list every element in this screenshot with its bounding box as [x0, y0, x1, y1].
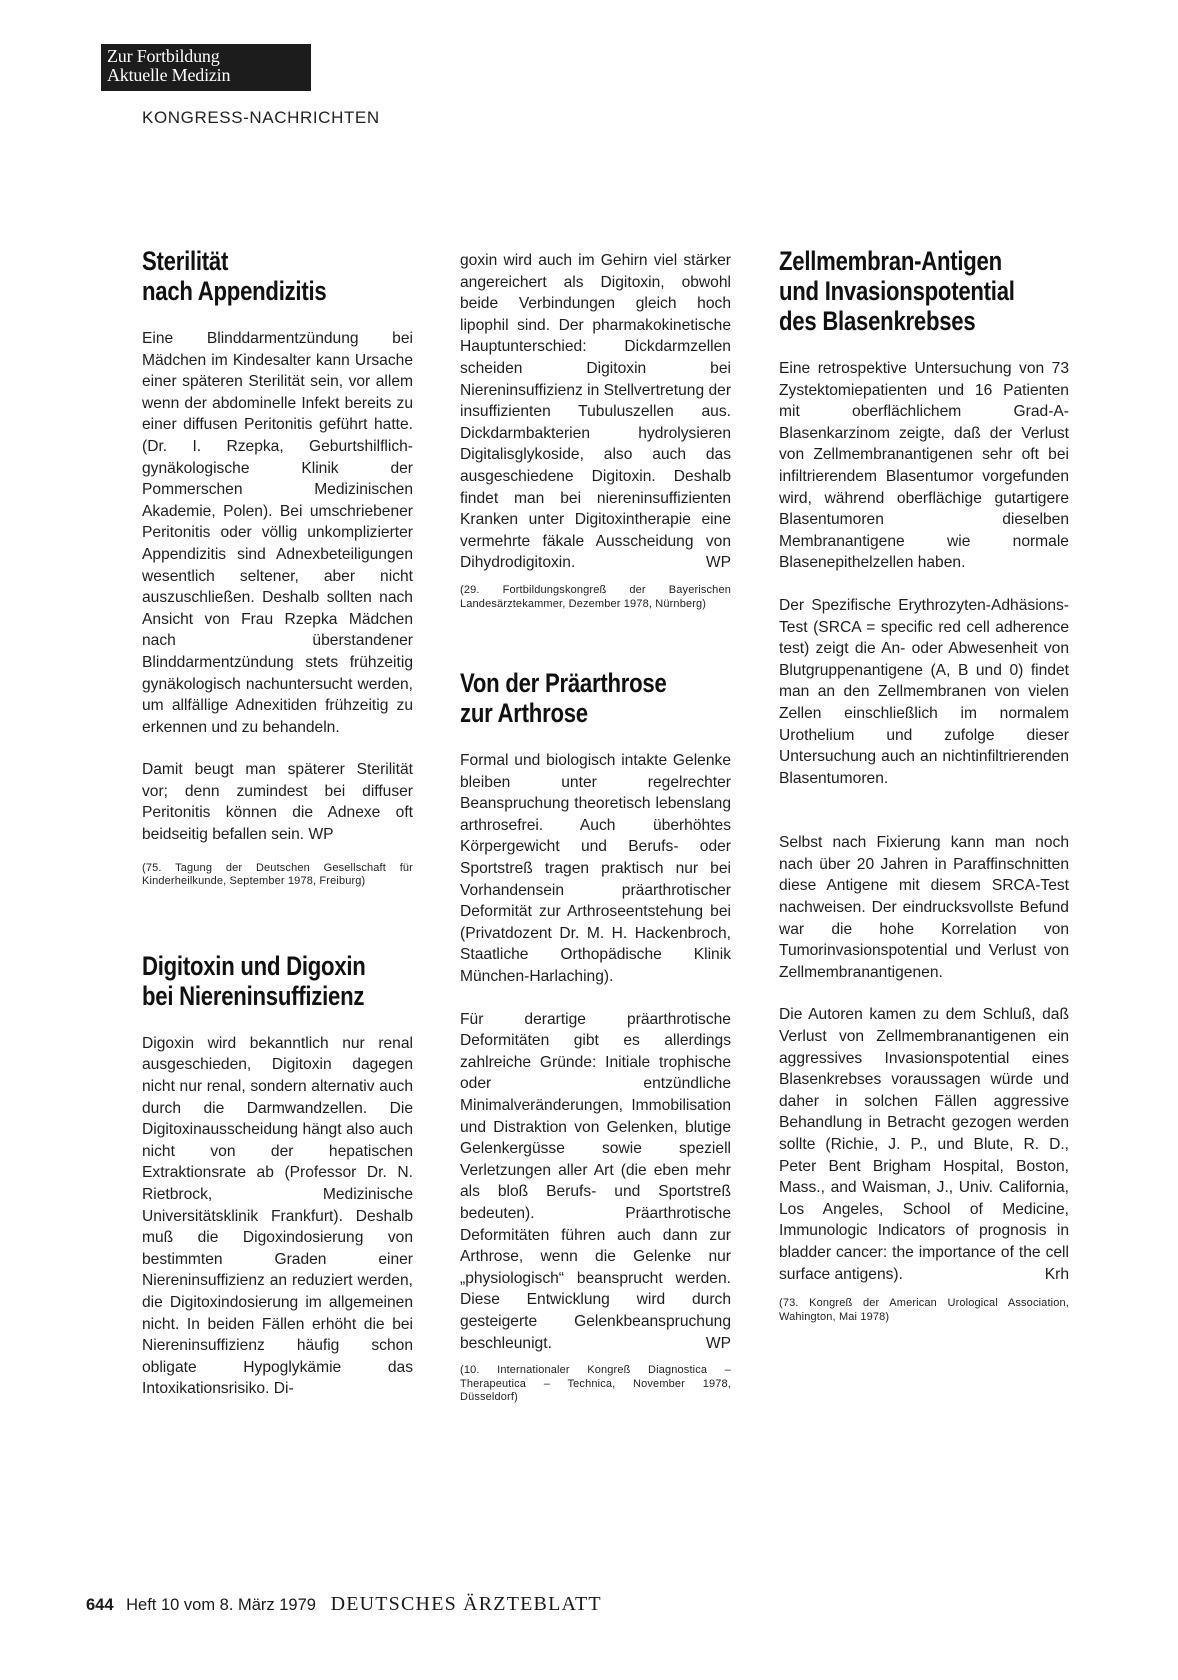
article-paragraph: Für derartige präarthrotische Deformitäten gibt es allerdings zahlreiche Gründe: Initiale trophische oder entzündliche Minimalveränderungen, Immobilisation und Distraktion von Gelenken, blutige Gelenkergüsse sowie speziell Verletzungen aller Art (die eben mehr als bloß Berufs- und Sportstreß bedeuten). Präarthrotische Deformitäten führen auch dann zur Arthrose, wenn die Gelenke nur „physiologisch“ beansprucht werden. Diese Entwicklung wird durch gesteigerte Gelenkbeanspruchung beschleunigt. WP — [460, 1009, 731, 1355]
source-note: (73. Kongreß der American Urological Association, Wahington, Mai 1978) — [779, 1297, 1069, 1323]
source-note: (29. Fortbildungskongreß der Bayerischen Landesärztekammer, Dezember 1978, Nürnberg) — [460, 583, 731, 610]
issue-info: Heft 10 vom 8. März 1979 — [126, 1596, 316, 1614]
journal-name: DEUTSCHES ÄRZTEBLATT — [330, 1593, 602, 1615]
column-3 — [779, 246, 1069, 1324]
article-paragraph: Damit beugt man späterer Sterilität vor; denn zumindest bei diffuser Peritonitis können die Adnexe oft beidseitig befallen sein. WP — [142, 761, 413, 844]
page-footer — [86, 1593, 602, 1616]
article-paragraph: Die Autoren kamen zu dem Schluß, daß Verlust von Zellmembranantigenen ein aggressives Invasionspotential eines Blasenkrebses voraussagen würde und daher in solchen Fällen aggressive Behandlung in Betracht gezogen werden sollte (Richie, J. P., und Blute, R. D., Peter Bent Brigham Hospital, Boston, Mass., and Waisman, J., Univ. California, Los Angeles, School of Medicine, Immunologic Indicators of prognosis in bladder cancer: the importance of the cell surface antigens). Krh — [779, 1004, 1069, 1285]
column-2 — [460, 250, 731, 1405]
rubric-line-2: Aktuelle Medizin — [107, 65, 231, 85]
article-title-digitoxin: Digitoxin und Digoxin bei Niereninsuffizienz — [142, 950, 366, 1011]
article-title-sterilitaet: Sterilität nach Appendizitis — [142, 246, 327, 306]
article-paragraph: Der Spezifische Erythrozyten-Adhäsions-Test (SRCA = specific red cell adherence test) zeigt die An- oder Abwesenheit von Blutgruppenantigene (A, B und 0) findet man an den Zellmembranen von vielen Zellen einschließlich im normalem Urothelium und zufolge dieser Untersuchung auch an nichtinfiltrierenden Blasentumoren. — [779, 596, 1069, 787]
article-paragraph: Selbst nach Fixierung kann man noch nach über 20 Jahren in Paraffinschnitten diese Antigene mit diesem SRCA-Test nachweisen. Der eindrucksvollste Befund war die hohe Korrelation von Tumorinvasionspotential und Verlust von Zellmembranantigenen. — [779, 834, 1069, 981]
article-paragraph: goxin wird auch im Gehirn viel stärker angereichert als Digitoxin, obwohl beide Verbindungen gleich hoch lipophil sind. Der pharmakokinetische Hauptunterschied: Dickdarmzellen scheiden Digitoxin bei Niereninsuffizienz in Stellvertretung der insuffizienten Tubuluszellen aus. Dickdarmbakterien hydrolysieren Digitalisglykoside, also auch das ausgeschiedene Digitoxin. Deshalb findet man bei niereninsuffizienten Kranken unter Digitoxintherapie eine vermehrte fäkale Ausscheidung von Dihydrodigitoxin. WP — [460, 250, 731, 574]
author-signature: WP — [308, 826, 334, 844]
author-signature: WP — [705, 554, 731, 572]
rubric-box — [101, 44, 311, 91]
article-paragraph: Formal und biologisch intakte Gelenke bleiben unter regelrechter Beanspruchung theoretisch lebenslang arthrosefrei. Auch überhöhtes Körpergewicht und Berufs- oder Sportstreß tragen praktisch nur bei Vorhandensein präarthrotischer Deformität zur Arthroseentstehung bei (Privatdozent Dr. M. H. Hackenbroch, Staatliche Orthopädische Klinik München-Harlaching). — [460, 752, 731, 986]
source-note: (10. Internationaler Kongreß Diagnostica – Therapeutica – Technica, November 1978, Düsseldorf) — [460, 1364, 731, 1404]
rubric-line-1: Zur Fortbildung — [107, 46, 220, 66]
author-signature: WP — [705, 1334, 731, 1352]
article-title-zellmembran: Zellmembran-Antigen und Invasionspotential des Blasenkrebses — [779, 246, 1015, 336]
page-number: 644 — [86, 1596, 114, 1614]
author-signature: Krh — [1044, 1265, 1069, 1283]
column-1 — [142, 246, 413, 1400]
article-paragraph: Eine Blinddarmentzündung bei Mädchen im Kindesalter kann Ursache einer späteren Sterilität sein, vor allem wenn der abdominelle Infekt bereits zu einer diffusen Peritonitis geführt hatte. (Dr. I. Rzepka, Geburtshilflich-gynäkologische Klinik der Pommerschen Medizinischen Akademie, Polen). Bei umschriebener Peritonitis oder völlig unkomplizierter Appendizitis sind Adnexbeteiligungen wesentlich seltener, aber nicht auszuschließen. Deshalb sollten nach Ansicht von Frau Rzepka Mädchen nach überstandener Blinddarmentzündung stets frühzeitig gynäkologisch nachuntersucht werden, um allfällige Adnexitiden frühzeitig zu erkennen und zu behandeln. — [142, 330, 413, 736]
article-paragraph: Eine retrospektive Untersuchung von 73 Zystektomiepatienten und 16 Patienten mit oberflächlichem Grad-A-Blasenkarzinom zeigte, daß der Verlust von Zellmembranantigenen sehr oft bei infiltrierendem Blasentumor vorgefunden wird, während oberflächige gutartigere Blasentumoren dieselben Membranantigene wie normale Blasenepithelzellen haben. — [779, 360, 1069, 572]
source-note: (75. Tagung der Deutschen Gesellschaft für Kinderheilkunde, September 1978, Freiburg) — [142, 861, 413, 888]
section-label: KONGRESS-NACHRICHTEN — [142, 108, 380, 127]
article-title-praearthrose: Von der Präarthrose zur Arthrose — [460, 668, 667, 729]
article-paragraph: Digoxin wird bekanntlich nur renal ausgeschieden, Digitoxin dagegen nicht nur renal, sondern alternativ auch durch die Darmwandzellen. Die Digitoxinausscheidung hängt also auch nicht von der hepatischen Extraktionsrate ab (Professor Dr. N. Rietbrock, Medizinische Universitätsklinik Frankfurt). Deshalb muß die Digoxindosierung von bestimmten Graden einer Niereninsuffizienz an reduziert werden, die Digitoxindosierung im allgemeinen nicht. In beiden Fällen erhöht die bei Niereninsuffizienz häufig schon obligate Hypoglykämie das Intoxikationsrisiko. Di- — [142, 1034, 413, 1398]
